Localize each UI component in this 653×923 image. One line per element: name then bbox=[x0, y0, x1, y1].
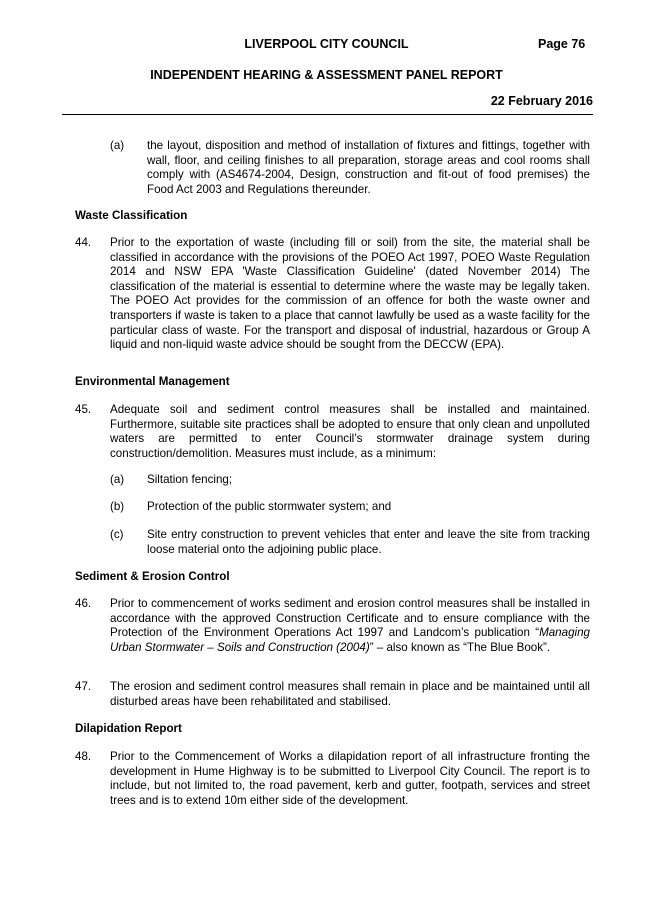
condition-text bbox=[110, 597, 590, 655]
condition-number: 48. bbox=[75, 750, 92, 763]
council-name: LIVERPOOL CITY COUNCIL bbox=[244, 37, 409, 51]
heading-environmental-management: Environmental Management bbox=[75, 375, 230, 388]
condition-number: 44. bbox=[75, 236, 92, 249]
condition-text-part: ” – also known as “The Blue Book”. bbox=[369, 640, 551, 654]
item-label: (c) bbox=[110, 528, 124, 541]
header-divider bbox=[62, 114, 593, 115]
heading-waste-classification: Waste Classification bbox=[75, 209, 188, 222]
heading-sediment-erosion-control: Sediment & Erosion Control bbox=[75, 570, 230, 583]
report-title: INDEPENDENT HEARING & ASSESSMENT PANEL REPORT bbox=[150, 68, 503, 82]
condition-number: 45. bbox=[75, 403, 92, 416]
page-number: Page 76 bbox=[538, 37, 586, 51]
item-label: (a) bbox=[110, 473, 125, 486]
item-label: (b) bbox=[110, 500, 125, 513]
item-text: Protection of the public stormwater system; and bbox=[147, 500, 392, 513]
condition-text: Prior to the Commencement of Works a dilapidation report of all infrastructure fronting the development in Hume Highway is to be submitted to Liverpool City Council. The report is to include, but not limited to, the road pavement, kerb and gutter, footpath, services and street trees and is to extend 10m either side of the development. bbox=[110, 750, 590, 807]
publication-title: Managing Urban Stormwater – Soils and Construction (2004) bbox=[110, 626, 590, 654]
condition-number: 46. bbox=[75, 597, 92, 610]
condition-number: 47. bbox=[75, 680, 92, 693]
item-label: (a) bbox=[110, 139, 125, 152]
condition-text-part: Prior to commencement of works sediment and erosion control measures shall be installed in accordance with the approved Construction Certificate and to ensure compliance with the Protection of the Environment Operations Act 1997 and Landcom’s publication “ bbox=[110, 597, 590, 640]
report-date: 22 February 2016 bbox=[490, 94, 593, 108]
condition-text: The erosion and sediment control measures shall remain in place and be maintained until all disturbed areas have been rehabilitated and stabilised. bbox=[110, 680, 590, 708]
item-text: Site entry construction to prevent vehicles that enter and leave the site from tracking loose material onto the adjoining public place. bbox=[147, 528, 590, 556]
item-text: Siltation fencing; bbox=[147, 473, 233, 486]
heading-dilapidation-report: Dilapidation Report bbox=[75, 722, 182, 735]
condition-text: Adequate soil and sediment control measures shall be installed and maintained. Furthermore, suitable site practices shall be adopted to ensure that only clean and unpolluted waters are permitted to enter Council’s stormwater drainage system during construction/demolition. Measures must include, as a minimum: bbox=[110, 403, 590, 460]
item-text: the layout, disposition and method of installation of fixtures and fittings, together with wall, floor, and ceiling finishes to all preparation, storage areas and cool rooms shall comply with (AS4674-2004, Design, construction and fit-out of food premises) the Food Act 2003 and Regulations thereunder. bbox=[147, 139, 590, 196]
condition-text: Prior to the exportation of waste (including fill or soil) from the site, the material shall be classified in accordance with the provisions of the POEO Act 1997, POEO Waste Regulation 2014 and NSW EPA 'Waste Classification Guideline' (dated November 2014) The classification of the material is essential to determine where the waste may be legally taken. The POEO Act provides for the commission of an offence for both the waste owner and transporters if waste is taken to a place that cannot lawfully be used as a waste facility for the particular class of waste. For the transport and disposal of industrial, hazardous or Group A liquid and non-liquid waste advice should be sought from the DECCW (EPA). bbox=[110, 236, 590, 352]
